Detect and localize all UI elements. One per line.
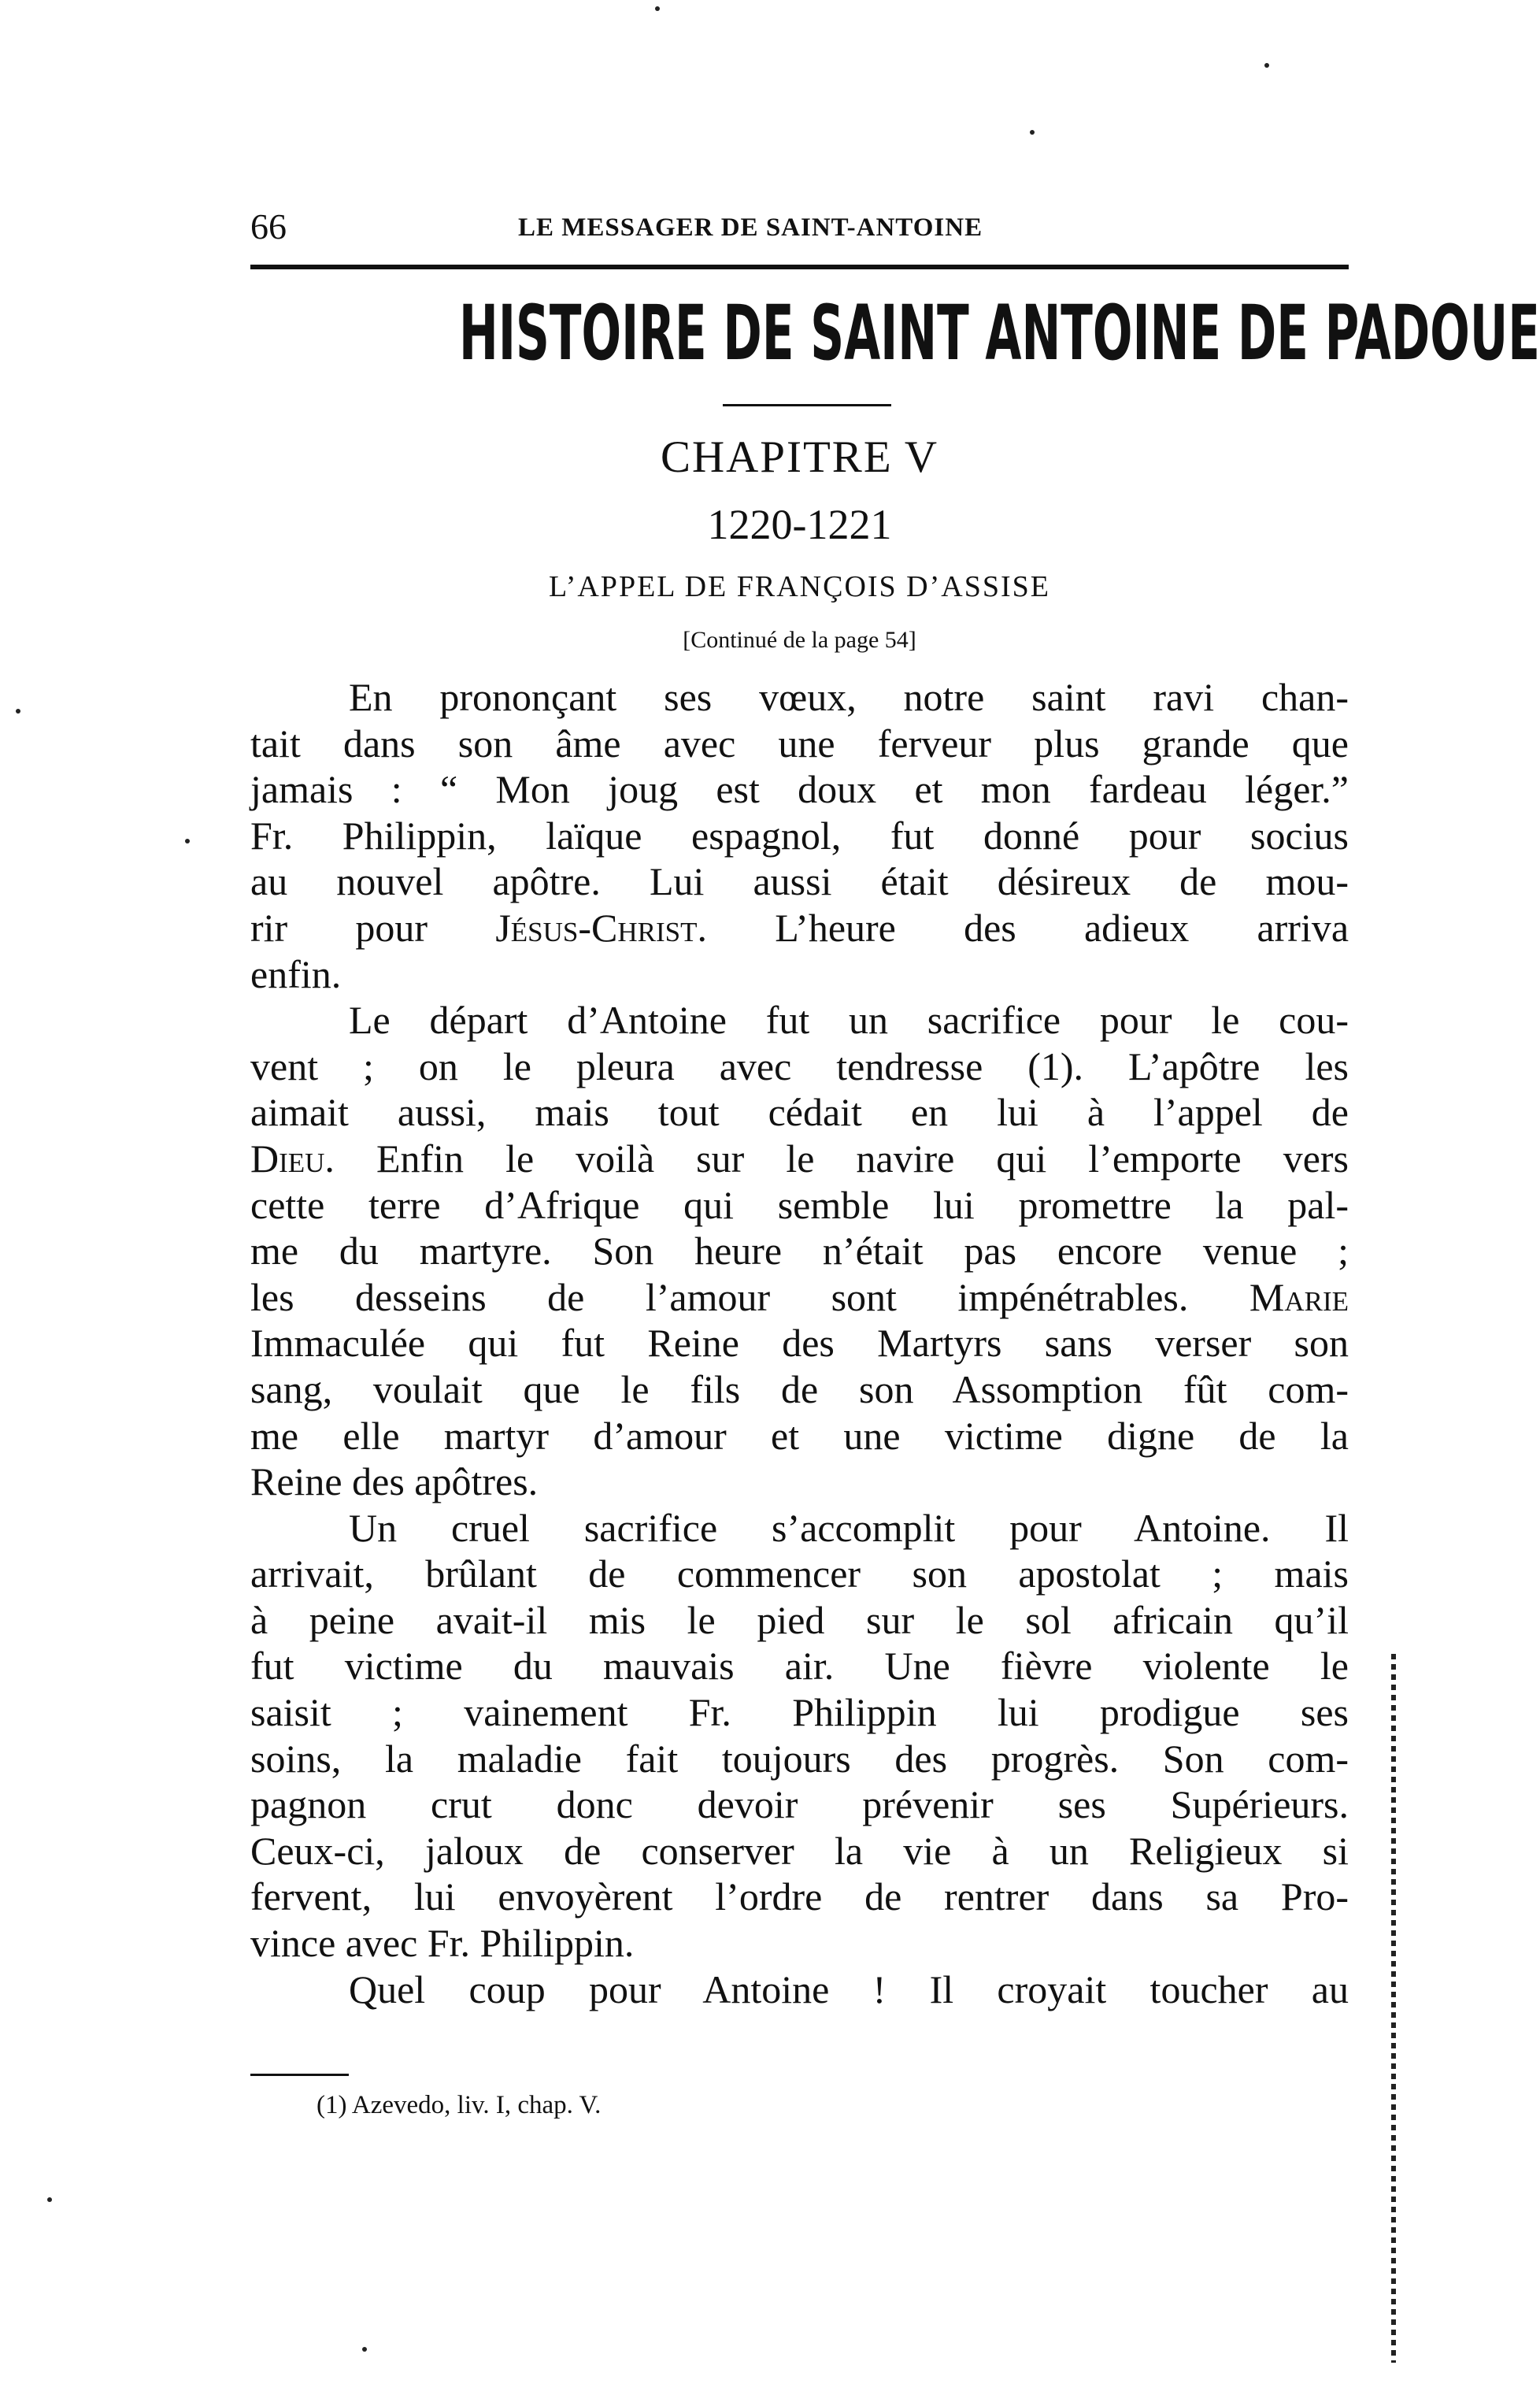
text-line: Quel coup pour Antoine ! Il croyait toucher au [349, 1967, 1349, 2011]
text-line: cette terre d’Afrique qui semble lui promettre la pal- [250, 1182, 1349, 1227]
text-fragment: rir pour [250, 905, 428, 950]
text-line: fut victime du mauvais air. Une fièvre violente le [250, 1644, 1349, 1689]
text-line: aimait aussi, mais tout cédait en lui à l’appel de [250, 1090, 1349, 1135]
text-line: Reine des apôtres. [250, 1459, 539, 1504]
text-line [250, 1274, 1349, 1321]
text-fragment: Enfin le voilà sur le navire qui l’emporte vers [376, 1136, 1349, 1181]
text-line: tait dans son âme avec une ferveur plus grande que [250, 721, 1349, 766]
text-line: Ceux-ci, jaloux de conserver la vie à un Religieux si [250, 1828, 1349, 1873]
text-line: à peine avait-il mis le pied sur le sol africain qu’il [250, 1597, 1349, 1642]
running-title: LE MESSAGER DE SAINT-ANTOINE [518, 213, 983, 242]
scan-speck [1264, 63, 1269, 68]
text-line: me du martyre. Son heure n’était pas encore venue ; [250, 1229, 1349, 1273]
text-line: En prononçant ses vœux, notre saint ravi chan- [349, 675, 1349, 719]
text-line: vent ; on le pleura avec tendresse (1). L’apôtre les [250, 1044, 1349, 1088]
footnote-rule [250, 2074, 349, 2076]
footnote: (1) Azevedo, liv. I, chap. V. [317, 2091, 602, 2119]
text-line: me elle martyr d’amour et une victime digne de la [250, 1413, 1349, 1458]
text-line: fervent, lui envoyèrent l’ordre de rentrer dans sa Pro- [250, 1874, 1349, 1919]
scan-speck [655, 6, 660, 11]
text-line: Fr. Philippin, laïque espagnol, fut donné pour socius [250, 813, 1349, 858]
text-line: soins, la maladie fait toujours des progrès. Son com- [250, 1736, 1349, 1781]
page-edge-scan-marks [1391, 1654, 1396, 2363]
text-line: Un cruel sacrifice s’accomplit pour Antoine. Il [349, 1505, 1349, 1550]
text-line: au nouvel apôtre. Lui aussi était désireux de mou- [250, 859, 1349, 904]
body-text [250, 674, 1349, 2012]
chapter-heading: CHAPITRE V [660, 432, 939, 482]
text-line: jamais : “ Mon joug est doux et mon fardeau léger.” [250, 767, 1349, 812]
running-head [250, 203, 1349, 250]
text-line: enfin. [250, 951, 342, 996]
chapter-years: 1220-1221 [707, 501, 892, 548]
scan-speck [362, 2347, 367, 2352]
scan-speck [185, 839, 190, 843]
small-caps-name: Marie [1249, 1274, 1349, 1319]
page-number: 66 [250, 206, 287, 247]
article-title: HISTOIRE DE SAINT ANTOINE DE PADOUE [459, 289, 1540, 377]
text-line: vince avec Fr. Philippin. [250, 1921, 635, 1966]
text-line: arrivait, brûlant de commencer son apostolat ; mais [250, 1551, 1349, 1596]
scan-speck [47, 2197, 52, 2202]
small-caps-name: Dieu. [250, 1136, 335, 1181]
continued-note: [Continué de la page 54] [683, 627, 916, 653]
text-line [250, 905, 1349, 951]
text-fragment: L’heure des adieux arriva [775, 905, 1349, 950]
title-divider [723, 404, 891, 406]
chapter-subtitle: L’APPEL DE FRANÇOIS D’ASSISE [548, 570, 1050, 603]
text-line: Immaculée qui fut Reine des Martyrs sans verser son [250, 1321, 1349, 1366]
scan-speck [16, 709, 20, 714]
small-caps-name: Jésus-Christ. [495, 905, 707, 950]
text-line [250, 1136, 1349, 1182]
text-line: saisit ; vainement Fr. Philippin lui prodigue ses [250, 1690, 1349, 1735]
text-line: Le départ d’Antoine fut un sacrifice pour le cou- [349, 998, 1349, 1043]
text-line: sang, voulait que le fils de son Assomption fût com- [250, 1366, 1349, 1411]
header-rule [250, 265, 1349, 269]
text-fragment: les desseins de l’amour sont impénétrables. [250, 1274, 1189, 1319]
scan-speck [1030, 130, 1035, 135]
text-line: pagnon crut donc devoir prévenir ses Supérieurs. [250, 1782, 1349, 1827]
